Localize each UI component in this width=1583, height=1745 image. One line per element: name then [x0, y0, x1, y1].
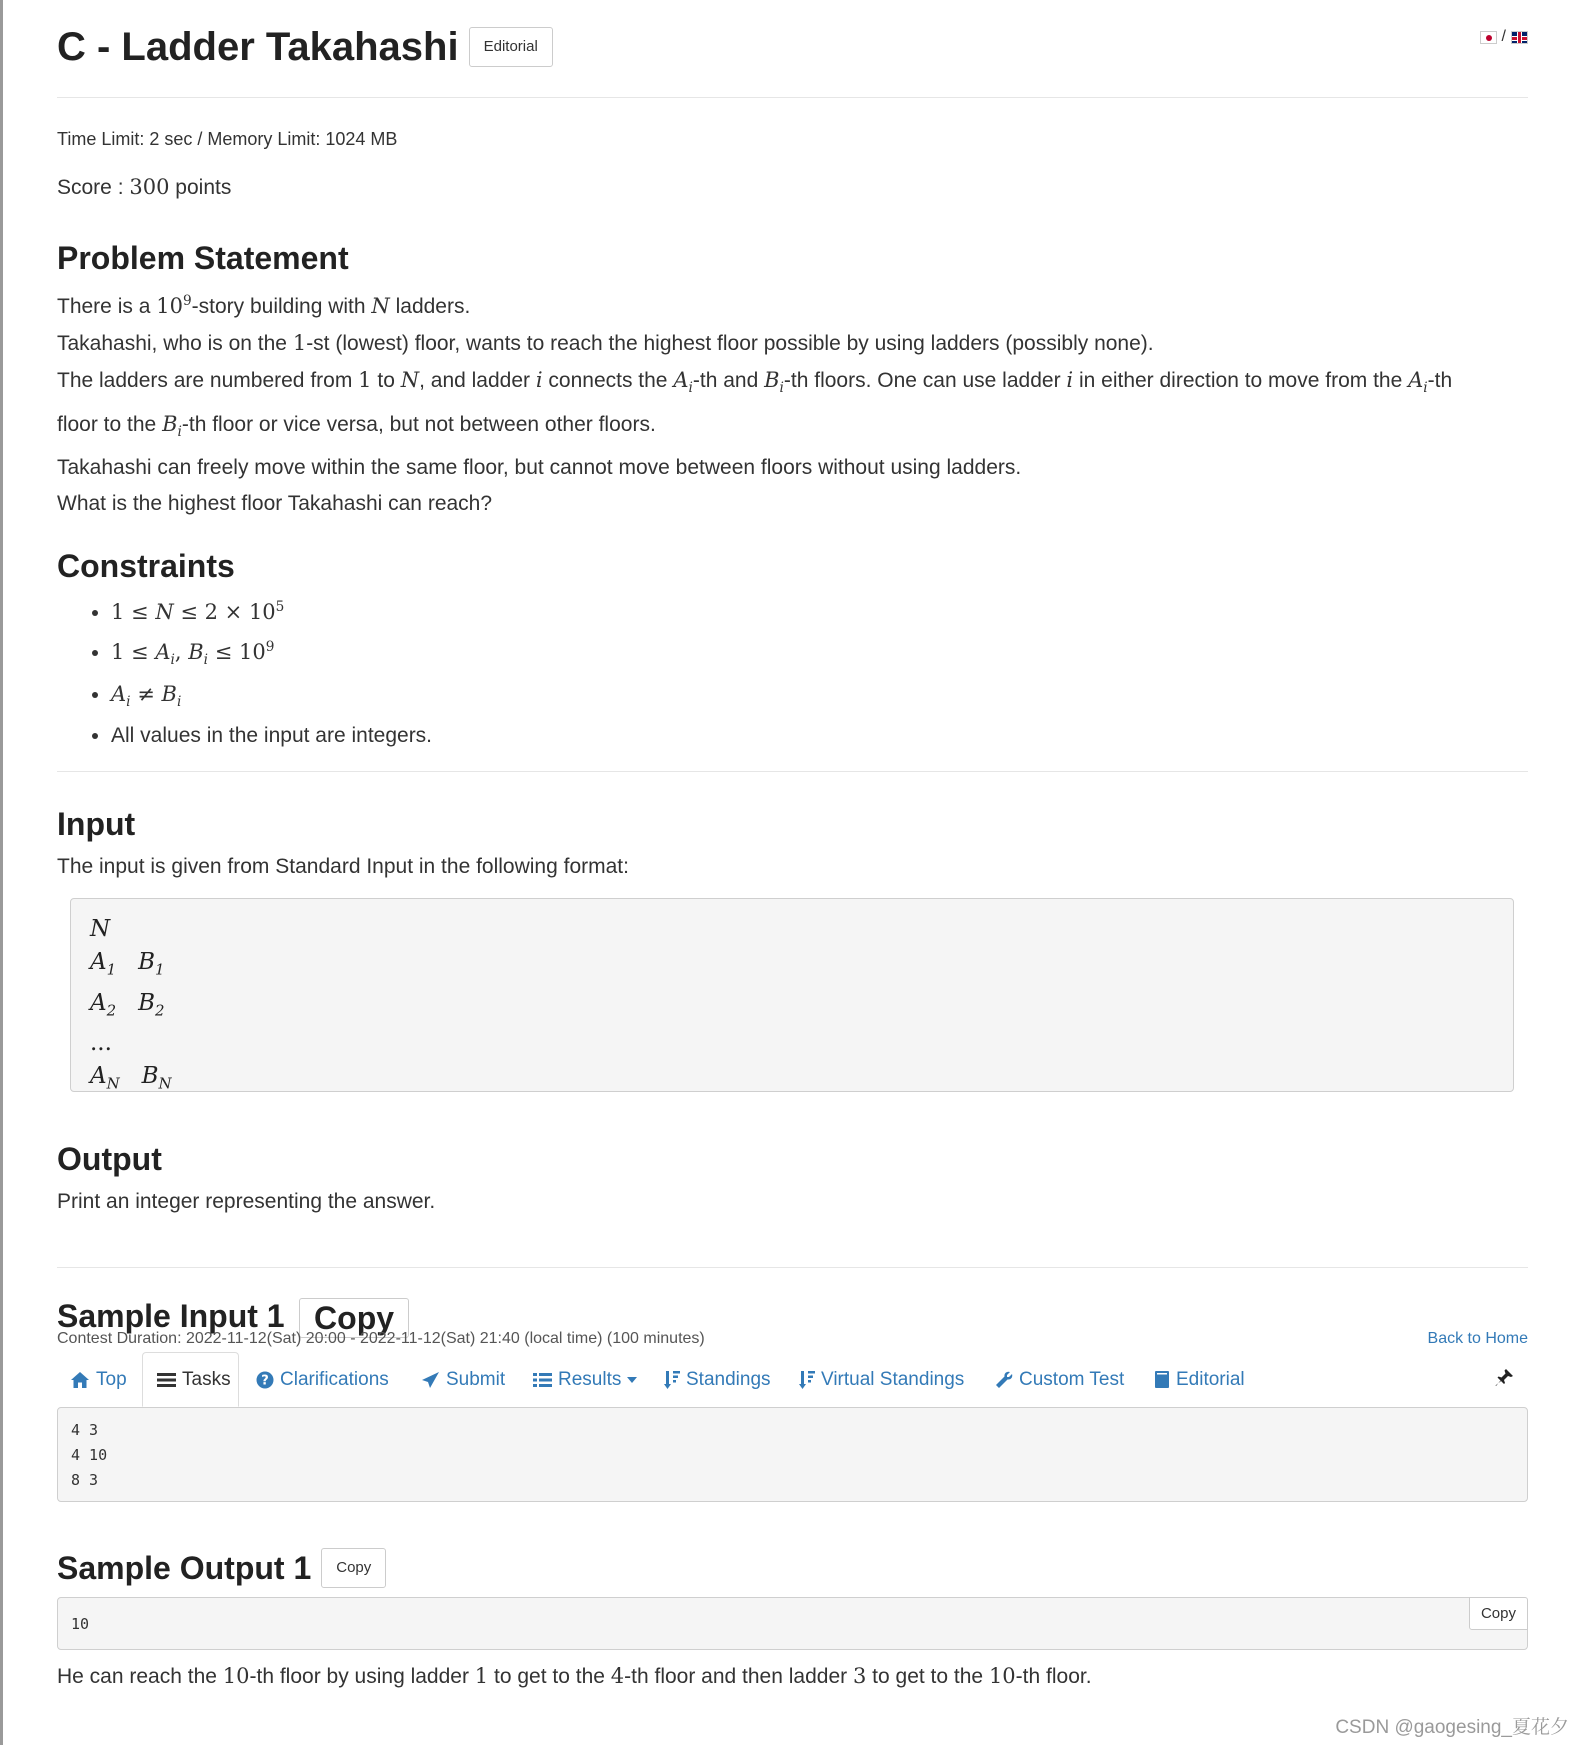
constraint-item: • $1 \le A_i$, $B_i \le 10^9$ [111, 630, 432, 677]
sample-input-1-heading: Sample Input 1 [57, 1298, 285, 1334]
statement-line-1: There is a $10^9$-story building with N ladders. [57, 293, 471, 318]
tab-top[interactable]: Top [70, 1352, 127, 1407]
tab-custom-test[interactable]: Custom Test [995, 1352, 1124, 1407]
format-line: $A_N$ $B_N$ [90, 1063, 172, 1093]
score-text: Score : 300 points [57, 175, 232, 199]
tab-submit[interactable]: Submit [421, 1352, 505, 1407]
language-switcher [1480, 28, 1528, 46]
japan-flag-icon[interactable] [1480, 31, 1497, 44]
tab-tasks[interactable]: Tasks [142, 1352, 239, 1407]
sample-output-1-box [57, 1597, 1528, 1650]
input-format-box [70, 898, 1514, 1092]
sample-input-1-code: 4 3 4 10 8 3 [57, 1407, 1528, 1502]
question-circle-icon [256, 1371, 274, 1389]
svg-text:?: ? [261, 1373, 269, 1388]
format-line: N [90, 916, 111, 942]
send-icon [421, 1371, 440, 1389]
statement-line-2: Takahashi, who is on the 1-st (lowest) floor, wants to reach the highest floor possible by using ladders (possibly none). [57, 331, 1154, 355]
input-description: The input is given from Standard Input in the following format: [57, 855, 629, 878]
constraint-item: • $A_i \ne B_i$ [111, 677, 432, 719]
uk-flag-icon[interactable] [1511, 31, 1528, 44]
list-ul-icon [533, 1372, 552, 1388]
contest-nav-tabs [57, 1352, 1528, 1407]
page-title: C - Ladder Takahashi [57, 24, 459, 69]
sample-input-1-heading-clipped [57, 1298, 457, 1336]
lang-separator: / [1501, 28, 1506, 45]
constraints-heading: Constraints [57, 548, 235, 584]
statement-line-4: floor to the $B_i-th$ floor or vice versa, but not between other floors. [57, 412, 656, 441]
constraint-item: • All values in the input are integers. [111, 719, 432, 753]
tab-results[interactable]: Results [533, 1352, 637, 1407]
format-line: ... [90, 1030, 112, 1057]
sample-output-1-code: 10 [57, 1597, 1528, 1650]
left-border [0, 0, 3, 1745]
divider [57, 1267, 1528, 1268]
sample-output-1-inline-copy-button[interactable]: Copy [1469, 1597, 1528, 1630]
divider [57, 771, 1528, 772]
sort-icon [799, 1370, 815, 1389]
sort-icon [664, 1370, 680, 1389]
book-icon [1154, 1370, 1170, 1389]
constraint-item: • $1 \le N \le 2 \times 10^5$ [111, 590, 432, 630]
sample-input-1-copy-button[interactable]: Copy [299, 1298, 409, 1338]
constraints-list [57, 590, 432, 753]
limits-text: Time Limit: 2 sec / Memory Limit: 1024 MB [57, 129, 398, 149]
tab-virtual-standings[interactable]: Virtual Standings [799, 1352, 964, 1407]
format-line: $A_2$ $B_2$ [90, 989, 165, 1020]
sample-output-1-copy-button[interactable]: Copy [321, 1548, 386, 1588]
caret-down-icon [627, 1377, 637, 1383]
sample-output-1-heading-row [57, 1548, 386, 1588]
tab-clarifications[interactable]: ? Clarifications [256, 1352, 389, 1407]
sample-output-1-heading: Sample Output 1 [57, 1549, 312, 1586]
home-icon [70, 1371, 90, 1389]
divider [57, 97, 1528, 98]
problem-statement-heading: Problem Statement [57, 240, 349, 276]
editorial-button[interactable]: Editorial [469, 27, 553, 67]
back-to-home-link[interactable]: Back to Home [1427, 1330, 1528, 1347]
contest-duration: Contest Duration: 2022-11-12(Sat) 20:00 - 2022-11-12(Sat) 21:40 (local time) (100 minutes) [57, 1330, 705, 1347]
statement-line-6: What is the highest floor Takahashi can reach? [57, 492, 493, 516]
wrench-icon [995, 1371, 1013, 1389]
list-icon [157, 1372, 176, 1388]
watermark: CSDN @gaogesing_夏花夕 [1335, 1717, 1569, 1738]
pin-icon[interactable] [1494, 1368, 1514, 1393]
output-description: Print an integer representing the answer. [57, 1190, 436, 1213]
title-row [57, 22, 553, 72]
output-heading: Output [57, 1141, 162, 1177]
tab-standings[interactable]: Standings [664, 1352, 771, 1407]
format-line: $A_1$ $B_1$ [90, 949, 165, 979]
tab-editorial[interactable]: Editorial [1154, 1352, 1245, 1407]
problem-statement [57, 283, 1528, 522]
statement-line-3: The ladders are numbered from 1 to N, and ladder i connects the $A_i-th$ and $B_i-th$ floors. One can use ladder i in either direction to move from the $A_i-th$ [57, 368, 1453, 397]
input-heading: Input [57, 806, 136, 842]
sample-output-1-explanation: He can reach the 10-th floor by using ladder 1 to get to the 4-th floor and then ladder 3 to get to the 10-th floor. [57, 1664, 1092, 1688]
statement-line-5: Takahashi can freely move within the same floor, but cannot move between floors without using ladders. [57, 456, 1022, 480]
